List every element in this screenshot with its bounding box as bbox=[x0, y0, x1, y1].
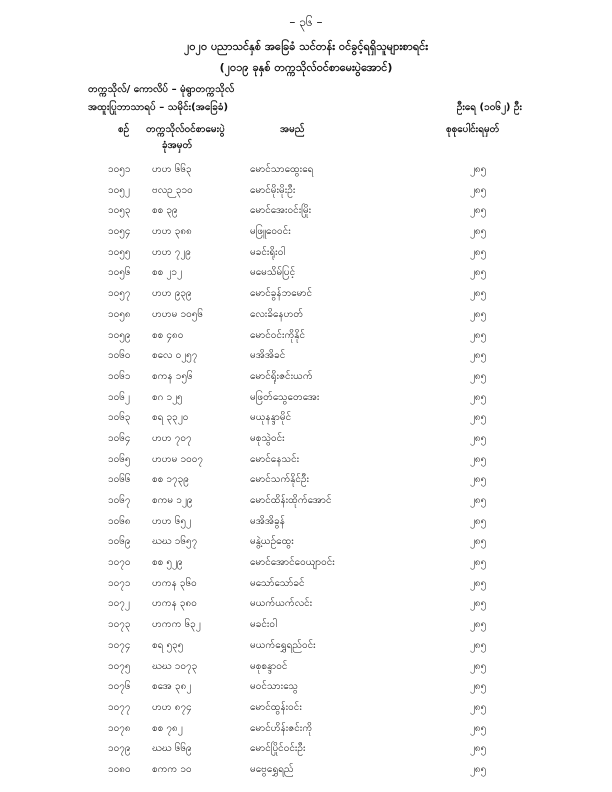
roll-number: စကက ၁၀ bbox=[152, 763, 192, 775]
row-number: ၁၀၇၀ bbox=[108, 557, 131, 569]
student-name: မဖြတ်သွေတေအေး bbox=[250, 391, 320, 403]
total-score: ၂၈၅ bbox=[470, 743, 487, 755]
row-number: ၁၀၈၀ bbox=[108, 763, 131, 775]
table-row bbox=[0, 305, 612, 326]
table-row bbox=[0, 160, 612, 181]
total-score: ၂၈၅ bbox=[470, 619, 487, 631]
roll-number: ဟဟ ၆၅၂ bbox=[152, 515, 191, 527]
student-name: မောင်ဝင်းကိုနိုင် bbox=[250, 329, 305, 341]
total-score: ၂၈၅ bbox=[470, 288, 487, 300]
document-subtitle: (၂၀၁၉ ခုနှစ် တက္ကသိုလ်ဝင်စာမေးပွဲအောင်) bbox=[219, 61, 393, 74]
roll-number: စစ ၁၇၃၉ bbox=[152, 474, 189, 486]
table-row bbox=[0, 388, 612, 409]
roll-number: ဗလဉ ၃၁၀ bbox=[152, 184, 193, 196]
student-name: မောင်အောင်ဝေယျာဝင်း bbox=[250, 557, 335, 569]
student-name: မစုသွဲဝင်း bbox=[250, 432, 285, 444]
row-number: ၁၀၆၄ bbox=[108, 432, 131, 444]
total-score: ၂၈၅ bbox=[470, 391, 487, 403]
total-score: ၂၈၅ bbox=[470, 350, 487, 362]
row-number: ၁၀၅၂ bbox=[108, 184, 130, 196]
table-row bbox=[0, 636, 612, 657]
document-title: ၂၀၂၀ ပညာသင်နှစ် အခြေခံ သင်တန်း ဝင်ခွင့်ရရှိသူများစာရင်း bbox=[183, 40, 429, 53]
student-name: မယက်ယက်လင်း bbox=[250, 598, 313, 610]
student-name: လေးခိနေဟတ် bbox=[250, 308, 304, 320]
row-number: ၁၀၇၇ bbox=[108, 701, 131, 713]
roll-number: စဂ ၁၂၅ bbox=[152, 391, 183, 403]
total-score: ၂၈၅ bbox=[470, 184, 487, 196]
table-row bbox=[0, 222, 612, 243]
roll-number: စစ ၄၈၀ bbox=[152, 329, 184, 341]
student-name: မောင်ရိုးဇင်းယက် bbox=[250, 370, 313, 382]
roll-number: စရ ၅၃၅ bbox=[152, 639, 184, 651]
total-score: ၂၈၅ bbox=[470, 577, 487, 589]
roll-number: ဟဟ ၆၆၃ bbox=[152, 164, 192, 175]
table-row bbox=[0, 263, 612, 284]
student-name: မောင်ထိန်းထိုက်အောင် bbox=[250, 495, 332, 506]
student-name: မောင်အေးဝင်းမြိုး bbox=[250, 205, 312, 217]
row-number: ၁၀၇၆ bbox=[108, 681, 131, 693]
row-number: ၁၀၅၁ bbox=[108, 164, 131, 175]
total-score: ၂၈၅ bbox=[470, 722, 487, 734]
column-header-total: စုစုပေါင်းရမှတ် bbox=[446, 124, 500, 135]
student-name: မောင်ပြိုင်ဝင်းဦး bbox=[250, 743, 306, 755]
total-score: ၂၈၅ bbox=[470, 701, 487, 713]
table-row bbox=[0, 698, 612, 719]
student-name: မောင်နေသင်း bbox=[250, 453, 300, 465]
row-number: ၁၀၆၁ bbox=[108, 370, 131, 382]
roll-number: ဟကက ၆၃၂ bbox=[152, 619, 201, 631]
row-number: ၁၀၆၉ bbox=[108, 536, 131, 548]
student-name: မဝင်သားသွေ bbox=[250, 681, 298, 693]
student-name: မယက်ရွှေရည်ဝင်း bbox=[250, 639, 316, 651]
student-name: မောင်မိုးမိုးဦး bbox=[250, 184, 296, 196]
roll-number: ဃဃ ၁၀၇၃ bbox=[152, 660, 198, 672]
total-score: ၂၈၅ bbox=[470, 557, 487, 569]
student-name: မမေသိမ်ပြင့် bbox=[250, 267, 296, 279]
student-name: မယုနန္ဒာမိုင် bbox=[250, 412, 292, 424]
total-score: ၂၈၅ bbox=[470, 329, 487, 341]
total-score: ၂၈၅ bbox=[470, 660, 487, 672]
page-number: – ၃၆ – bbox=[289, 15, 323, 29]
roll-number: ဟဟ ၈၇၄ bbox=[152, 701, 192, 713]
student-name: မခင်းရိုးဝါ bbox=[250, 246, 286, 258]
roll-number: ဟဟမ ၁၀၅၆ bbox=[152, 308, 203, 320]
table-row bbox=[0, 719, 612, 740]
table-row bbox=[0, 326, 612, 347]
row-number: ၁၀၇၂ bbox=[108, 598, 130, 610]
roll-number: စစ ၅၂၉ bbox=[152, 557, 183, 569]
table-row bbox=[0, 429, 612, 450]
student-name: မနွဲ့ယဉ်ထွေး bbox=[250, 536, 294, 548]
student-name: မောင်သက်နိုင်ဦး bbox=[250, 474, 310, 486]
table-row bbox=[0, 739, 612, 760]
row-number: ၁၀၇၁ bbox=[108, 577, 131, 589]
table-row bbox=[0, 201, 612, 222]
table-row bbox=[0, 594, 612, 615]
university-line: တက္ကသိုလ်/ ကောလိပ် – မုံရွာတက္ကသိုလ် bbox=[88, 84, 235, 95]
row-number: ၁၀၆၈ bbox=[108, 515, 131, 527]
table-row bbox=[0, 615, 612, 636]
row-number: ၁၀၆၅ bbox=[108, 453, 131, 465]
student-name: မခင်းဝါ bbox=[250, 619, 277, 631]
row-number: ၁၀၆၂ bbox=[108, 391, 130, 403]
row-number: ၁၀၇၃ bbox=[108, 619, 131, 631]
student-name: မောင်ထွန်းဝင်း bbox=[250, 701, 302, 713]
batch-count: ဦးရေ (၁၀၆၂) ဦး bbox=[456, 102, 522, 113]
row-number: ၁၀၅၆ bbox=[108, 267, 131, 279]
row-number: ၁၀၆၃ bbox=[108, 412, 131, 424]
row-number: ၁၀၇၄ bbox=[108, 639, 131, 651]
table-row bbox=[0, 181, 612, 202]
total-score: ၂၈၅ bbox=[470, 205, 487, 217]
total-score: ၂၈၅ bbox=[470, 515, 487, 527]
roll-number: ဟဟမ ၁၀၀၇ bbox=[152, 453, 203, 465]
student-name: မောင်သာထွေးရေ bbox=[250, 164, 314, 175]
table-row bbox=[0, 491, 612, 512]
total-score: ၂၈၅ bbox=[470, 681, 487, 693]
row-number: ၁၀၇၅ bbox=[108, 660, 131, 672]
row-number: ၁၀၅၄ bbox=[108, 226, 131, 238]
table-row bbox=[0, 532, 612, 553]
student-name: မောင်ဟိန်းဇင်းကို bbox=[250, 722, 313, 734]
total-score: ၂၈၅ bbox=[470, 246, 487, 258]
student-name: မစုစန္ဒာဝင် bbox=[250, 660, 288, 672]
total-score: ၂၈၅ bbox=[470, 308, 487, 320]
total-score: ၂၈၅ bbox=[470, 267, 487, 279]
column-header-roll-sub: ခုံအမှတ် bbox=[162, 140, 193, 151]
roll-number: စစ ၃၉ bbox=[152, 205, 178, 217]
table-row bbox=[0, 243, 612, 264]
roll-number: စလေ ၀၂၅၇ bbox=[152, 350, 198, 362]
row-number: ၁၀၆၆ bbox=[108, 474, 131, 486]
table-row bbox=[0, 677, 612, 698]
total-score: ၂၈၅ bbox=[470, 763, 487, 775]
roll-number: ဟဟ ၃၈၈ bbox=[152, 226, 192, 238]
total-score: ၂၈၅ bbox=[470, 370, 487, 382]
total-score: ၂၈၅ bbox=[470, 226, 487, 238]
roll-number: ဟဟ ၇၀၇ bbox=[152, 432, 192, 444]
roll-number: စကန ၁၅၆ bbox=[152, 370, 193, 382]
row-number: ၁၀၆၇ bbox=[108, 495, 131, 506]
table-row bbox=[0, 760, 612, 781]
student-name: မဖြူဝေဝင်း bbox=[250, 226, 291, 238]
table-row bbox=[0, 574, 612, 595]
total-score: ၂၈၅ bbox=[470, 474, 487, 486]
roll-number: ဃဃ ၁၆၅၇ bbox=[152, 536, 198, 548]
column-header-name: အမည် bbox=[280, 124, 305, 135]
roll-number: ဟဟ ၇၂၉ bbox=[152, 246, 191, 258]
row-number: ၁၀၇၉ bbox=[108, 743, 131, 755]
roll-number: ဟကန ၃၆၀ bbox=[152, 577, 197, 589]
table-row bbox=[0, 367, 612, 388]
row-number: ၁၀၅၇ bbox=[108, 288, 131, 300]
student-name: မအိအိခင် bbox=[250, 350, 286, 362]
row-number: ၁၀၅၅ bbox=[108, 246, 131, 258]
total-score: ၂၈၅ bbox=[470, 639, 487, 651]
results-table bbox=[0, 160, 612, 781]
table-row bbox=[0, 408, 612, 429]
table-row bbox=[0, 450, 612, 471]
total-score: ၂၈၅ bbox=[470, 536, 487, 548]
subject-line: အထူးပြုဘာသာရပ် – သမိုင်း(အခြေခံ) bbox=[88, 102, 229, 113]
total-score: ၂၈၅ bbox=[470, 495, 487, 506]
student-name: မောင်ခွန်ဘမောင် bbox=[250, 288, 313, 300]
table-row bbox=[0, 346, 612, 367]
row-number: ၁၀၇၈ bbox=[108, 722, 131, 734]
roll-number: စအေ ၃၈၂ bbox=[152, 681, 192, 693]
table-row bbox=[0, 470, 612, 491]
column-header-no: စဉ် bbox=[118, 124, 130, 135]
table-row bbox=[0, 512, 612, 533]
roll-number: စစ ၇၈၂ bbox=[152, 722, 183, 734]
table-row bbox=[0, 284, 612, 305]
student-name: မသော်သော်ခင် bbox=[250, 577, 305, 589]
total-score: ၂၈၅ bbox=[470, 432, 487, 444]
table-row bbox=[0, 657, 612, 678]
row-number: ၁၀၅၉ bbox=[108, 329, 131, 341]
column-header-roll: တက္ကသိုလ်ဝင်စာမေးပွဲ bbox=[146, 124, 225, 135]
total-score: ၂၈၅ bbox=[470, 453, 487, 465]
row-number: ၁၀၆၀ bbox=[108, 350, 131, 362]
total-score: ၂၈၅ bbox=[470, 412, 487, 424]
roll-number: စရ ၃၃၂၀ bbox=[152, 412, 189, 424]
roll-number: ဟဟ ၉၃၉ bbox=[152, 288, 192, 300]
roll-number: စစ ၂၁၂ bbox=[152, 267, 182, 279]
total-score: ၂၈၅ bbox=[470, 164, 487, 175]
table-row bbox=[0, 553, 612, 574]
row-number: ၁၀၅၃ bbox=[108, 205, 131, 217]
roll-number: ဃဃ ၆၆၉ bbox=[152, 743, 192, 755]
row-number: ၁၀၅၈ bbox=[108, 308, 131, 320]
student-name: မဗွေရွှေရည် bbox=[250, 763, 294, 775]
total-score: ၂၈၅ bbox=[470, 598, 487, 610]
student-name: မအိအိခွန် bbox=[250, 515, 285, 527]
roll-number: ဟကန ၃၈၀ bbox=[152, 598, 197, 610]
roll-number: စကမ ၁၂၉ bbox=[152, 495, 193, 506]
